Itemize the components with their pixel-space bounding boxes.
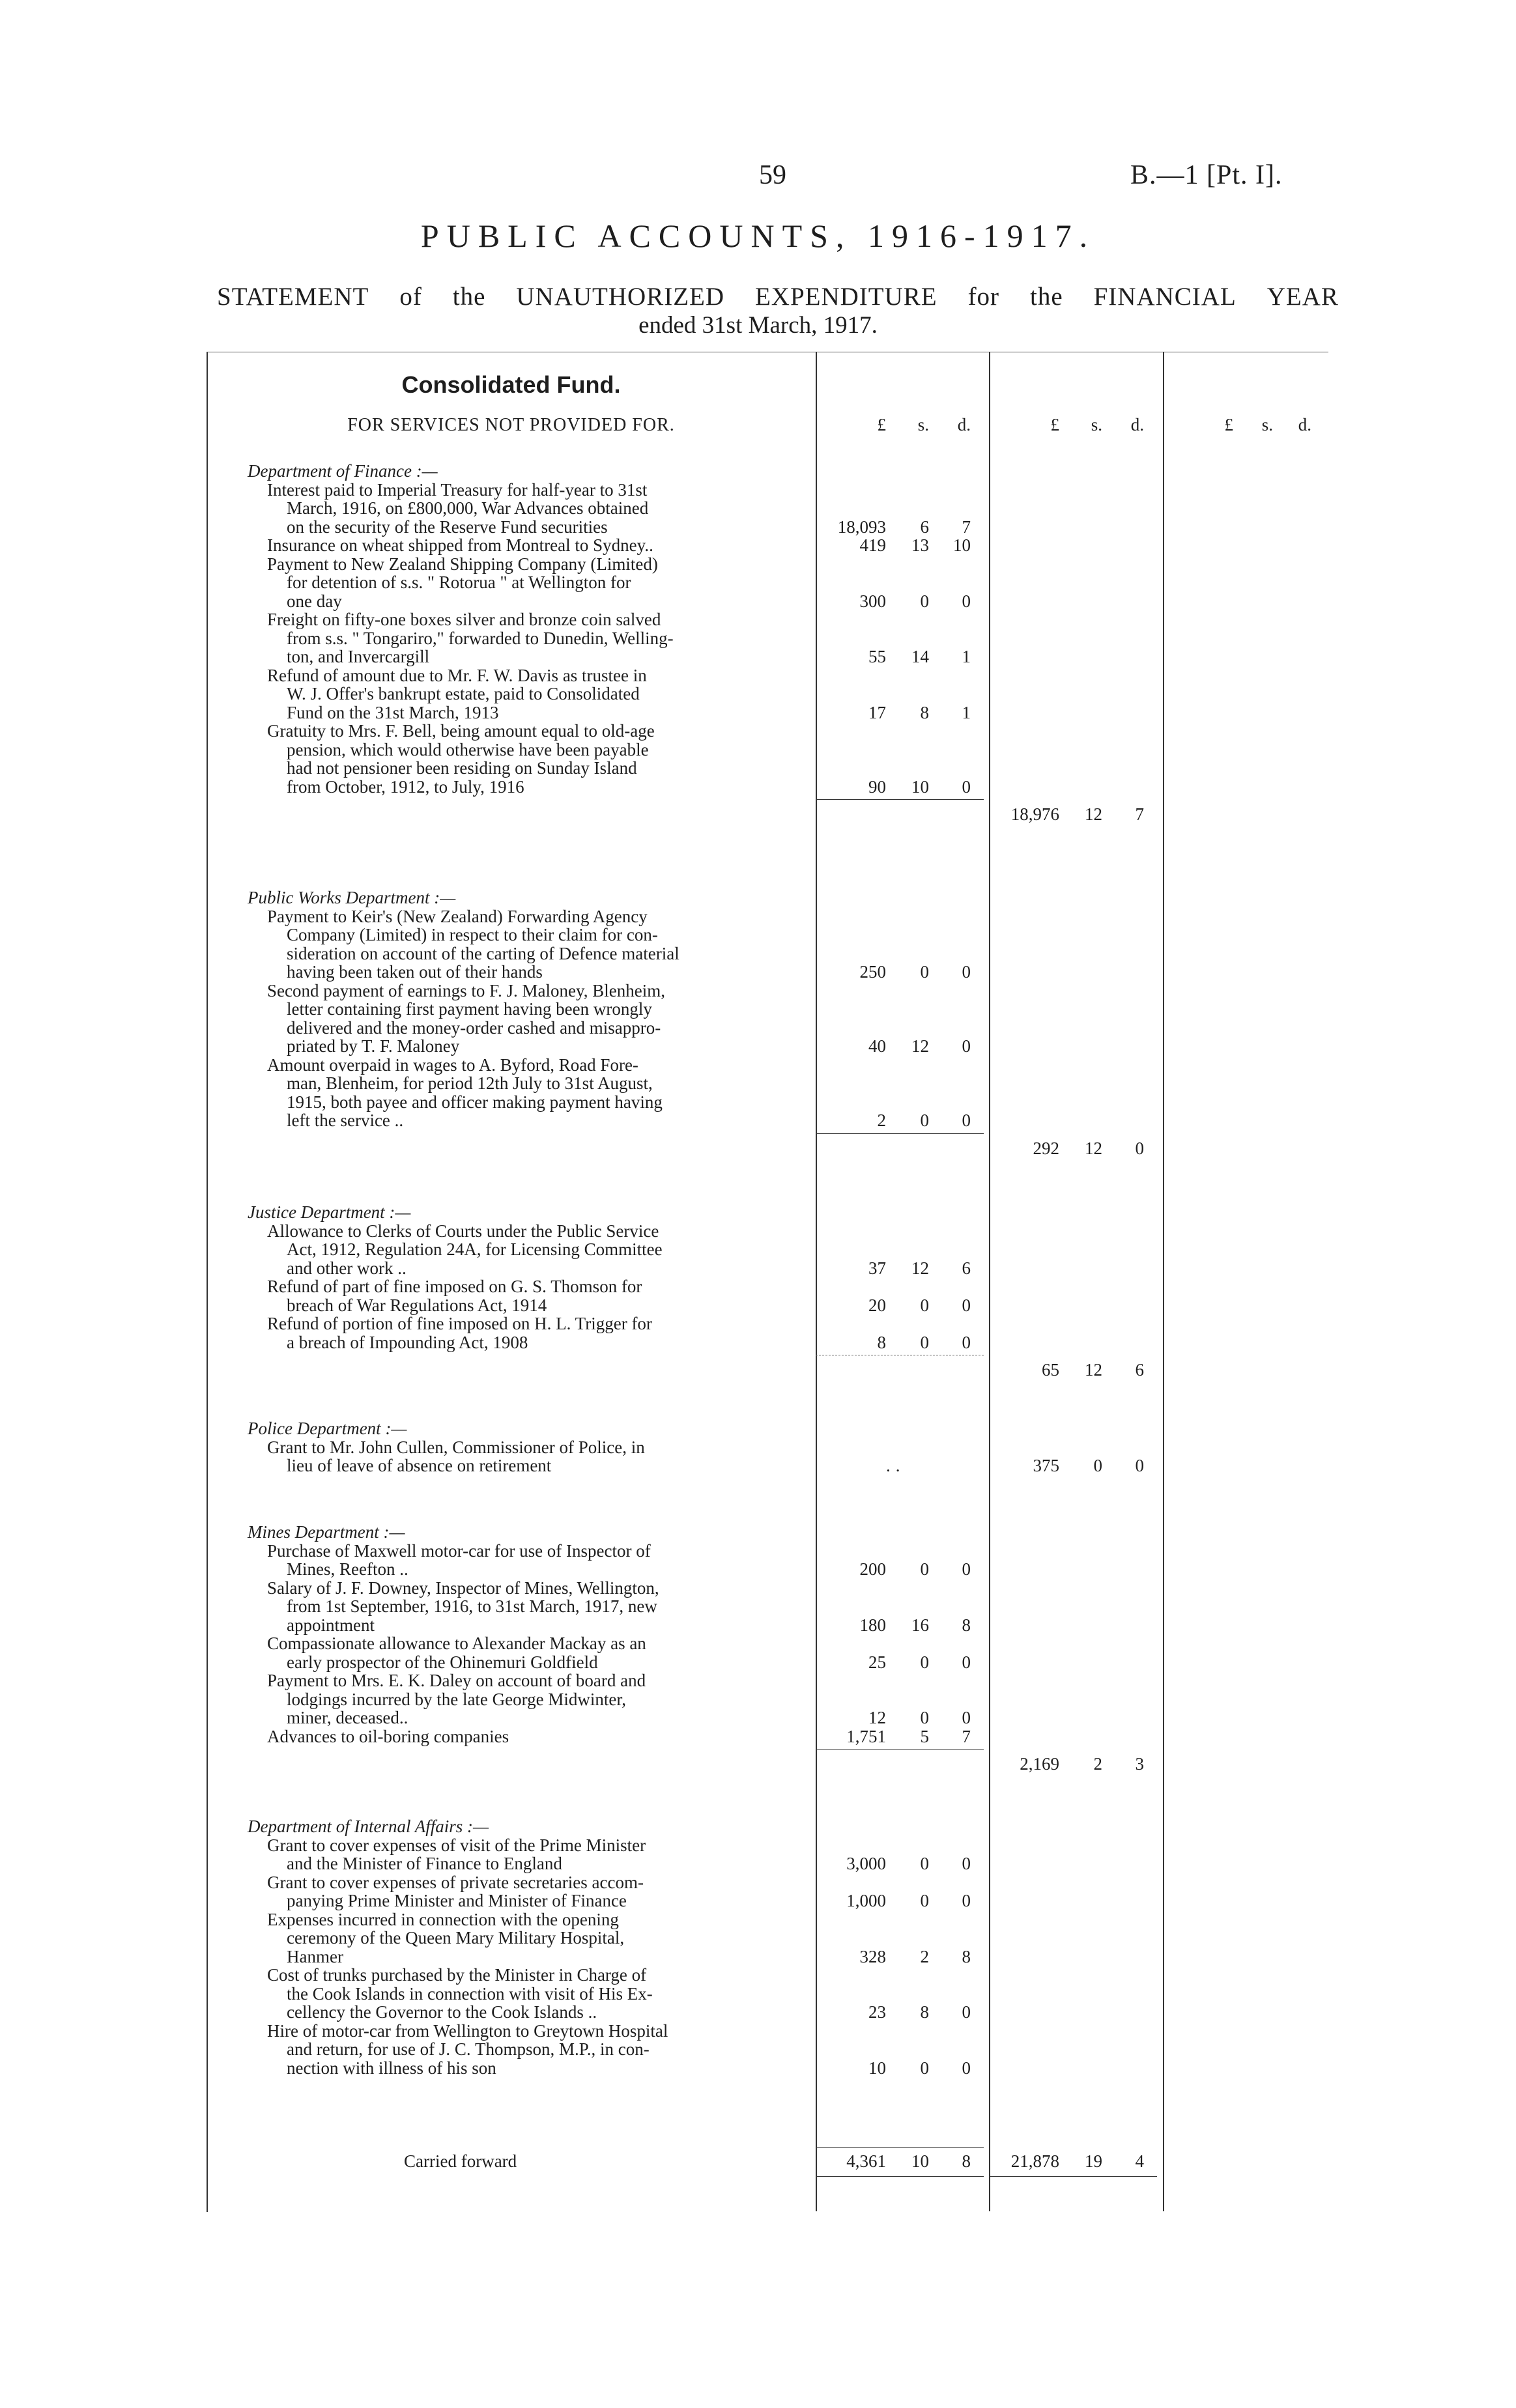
pounds-value: 3,000 [846,1854,886,1873]
item-description: Refund of portion of fine imposed on H. L. Trigger for [267,1314,652,1333]
pounds-value: 250 [859,962,886,982]
item-description: man, Blenheim, for period 12th July to 31st August, [287,1073,653,1093]
item-description: Act, 1912, Regulation 24A, for Licensing Committee [287,1239,663,1259]
column-header-unit: s. [917,415,929,434]
total-rule [816,1133,984,1134]
item-description: lodgings incurred by the late George Midwinter, [287,1689,627,1709]
item-amount [827,1727,971,1747]
item-amount [827,1296,971,1316]
pounds-value: 10 [868,2058,886,2078]
column-divider [1163,352,1164,2211]
shillings-value: 0 [920,2058,929,2078]
item-description: March, 1916, on £800,000, War Advances obtained [287,498,649,518]
pounds-value: 200 [859,1559,886,1579]
item-description: from October, 1912, to July, 1916 [287,776,524,797]
item-description: Expenses incurred in connection with the opening [267,1909,619,1929]
item-description: Payment to New Zealand Shipping Company (Limited) [267,554,658,574]
item-description: Cost of trunks purchased by the Minister in Charge of [267,1965,647,1985]
pence-value: 0 [962,591,971,611]
item-amount [827,591,971,612]
pence-value: 0 [1135,1456,1144,1475]
item-description: Hanmer [287,1946,343,1966]
pence-value: 0 [962,1854,971,1873]
subtitle-word: for [967,283,1000,311]
pounds-value: 419 [859,535,886,555]
item-description: pension, which would otherwise have been payable [287,739,649,759]
pounds-value: 90 [868,776,886,797]
column-header-unit: d. [1130,415,1144,434]
item-description: W. J. Offer's bankrupt estate, paid to Consolidated [287,684,640,703]
pounds-value: 21,878 [1010,2151,1059,2171]
pounds-value: 25 [868,1652,886,1672]
item-description: Grant to cover expenses of private secretaries accom- [267,1872,644,1892]
department-heading: Public Works Department :— [248,888,456,907]
item-description: Compassionate allowance to Alexander Mackay as an [267,1634,646,1653]
shillings-value: 16 [911,1615,929,1635]
shillings-value: 2 [920,1946,929,1966]
statement-subtitle-date: ended 31st March, 1917. [638,312,878,339]
department-heading: Department of Internal Affairs :— [248,1817,489,1836]
item-description: sideration on account of the carting of Defence material [287,943,679,963]
pence-value: 8 [962,2151,971,2171]
pence-value: 1 [962,647,971,666]
item-description: from s.s. " Tongariro," forwarded to Dunedin, Welling- [287,628,674,648]
item-amount [827,2058,971,2078]
total-rule [816,2147,984,2148]
item-description: Allowance to Clerks of Courts under the Public Service [267,1221,659,1241]
pence-value: 0 [962,1111,971,1130]
item-amount [827,1111,971,1131]
pounds-value: 300 [859,591,886,611]
pence-value: 0 [962,1332,971,1352]
pounds-value: 23 [868,2002,886,2022]
item-description: delivered and the money-order cashed and misappro- [287,1017,661,1038]
item-description: Salary of J. F. Downey, Inspector of Mines, Wellington, [267,1578,659,1598]
shillings-value: 13 [911,535,929,555]
subtitle-word: of [399,283,422,311]
pounds-value: 4,361 [846,2151,886,2171]
item-description: Second payment of earnings to F. J. Maloney, Blenheim, [267,980,665,1000]
department-heading: Department of Finance :— [248,461,438,481]
carried-forward-total [1001,2151,1144,2172]
item-amount [827,703,971,723]
item-description: Company (Limited) in respect to their claim for con- [287,925,658,944]
pounds-value: 328 [859,1946,886,1966]
item-description: having been taken out of their hands [287,962,543,982]
pence-value: 6 [962,1258,971,1278]
shillings-value: 6 [920,517,929,537]
shillings-value: 0 [920,1332,929,1352]
shillings-value: 5 [920,1726,929,1746]
pence-value: 8 [962,1615,971,1635]
pence-value: 0 [962,776,971,797]
shillings-value: 8 [920,2002,929,2022]
pence-value: 6 [1135,1360,1144,1380]
pounds-value: 2 [877,1111,886,1130]
section-total [1001,1139,1144,1159]
shillings-value: 12 [911,1258,929,1278]
column-header [1175,415,1311,435]
item-description: panying Prime Minister and Minister of Finance [287,1891,627,1910]
services-heading: FOR SERVICES NOT PROVIDED FOR. [347,415,675,435]
total-rule [989,2176,1157,2177]
item-amount [827,1615,971,1636]
shillings-value: 0 [920,1854,929,1873]
item-description: Fund on the 31st March, 1913 [287,702,499,722]
shillings-value: 0 [920,1708,929,1727]
item-description: Grant to cover expenses of visit of the Prime Minister [267,1835,646,1855]
pounds-value: 375 [1033,1456,1059,1475]
item-description: Amount overpaid in wages to A. Byford, Road Fore- [267,1055,638,1075]
pence-value: 7 [962,517,971,537]
pounds-value: 2,169 [1020,1754,1059,1774]
section-total [1001,1754,1144,1774]
item-description: left the service .. [287,1111,404,1130]
subtitle-word: the [1030,283,1063,311]
shillings-value: 12 [1085,1360,1102,1380]
pounds-value: 18,976 [1010,804,1059,824]
column-divider [816,352,817,2211]
shillings-value: 0 [1093,1456,1102,1475]
subtitle-word: EXPENDITURE [754,283,937,311]
item-amount-placeholder: .. [886,1456,906,1475]
pounds-value: 18,093 [837,517,886,537]
shillings-value: 0 [920,962,929,982]
column-header [827,415,971,435]
pounds-value: 37 [868,1258,886,1278]
item-amount [827,962,971,982]
item-description: Payment to Mrs. E. K. Daley on account of board and [267,1671,646,1690]
item-description: from 1st September, 1916, to 31st March, 1917, new [287,1596,657,1616]
item-amount [827,1891,971,1911]
column-header [1001,415,1144,435]
item-description: for detention of s.s. " Rotorua " at Wellington for [287,573,631,592]
pounds-value: 180 [859,1615,886,1635]
pence-value: 7 [962,1726,971,1746]
item-description: cellency the Governor to the Cook Islands .. [287,2002,597,2022]
shillings-value: 0 [920,1652,929,1672]
carried-forward-label: Carried forward [404,2151,517,2171]
item-description: letter containing first payment having been wrongly [287,999,652,1019]
item-amount [827,777,971,797]
item-description: Mines, Reefton .. [287,1559,408,1579]
shillings-value: 12 [911,1036,929,1056]
pounds-value: 1,751 [846,1726,886,1746]
item-description: 1915, both payee and officer making payment having [287,1092,663,1112]
item-description: Gratuity to Mrs. F. Bell, being amount equal to old-age [267,721,655,741]
section-total [1001,1360,1144,1380]
pounds-value: 55 [868,647,886,666]
item-description: Hire of motor-car from Wellington to Greytown Hospital [267,2020,668,2041]
pence-value: 8 [962,1946,971,1966]
item-description: on the security of the Reserve Fund securities [287,517,608,537]
pounds-value: 292 [1033,1138,1059,1158]
column-header-unit: s. [1091,415,1102,434]
carried-forward-subtotal [827,2151,971,2172]
pence-value: 0 [962,1708,971,1727]
statement-subtitle [217,282,1339,311]
shillings-value: 2 [1093,1754,1102,1774]
item-description: Refund of amount due to Mr. F. W. Davis as trustee in [267,665,647,685]
item-amount [827,1854,971,1874]
pounds-value: 17 [868,702,886,722]
item-description: lieu of leave of absence on retirement [287,1456,552,1475]
pounds-value: 8 [877,1332,886,1352]
item-description: miner, deceased.. [287,1708,408,1727]
page-number: 59 [759,160,786,190]
pence-value: 0 [962,1891,971,1910]
item-amount [827,517,971,537]
shillings-value: 19 [1085,2151,1102,2171]
pence-value: 7 [1135,804,1144,824]
pounds-value: 12 [868,1708,886,1727]
item-description: appointment [287,1615,375,1635]
shillings-value: 0 [920,1559,929,1579]
subtitle-word: STATEMENT [217,283,369,311]
item-amount [827,2002,971,2022]
shillings-value: 0 [920,1295,929,1315]
shillings-value: 0 [920,1891,929,1910]
pounds-value: 65 [1042,1360,1059,1380]
item-description: one day [287,591,342,611]
item-description: and the Minister of Finance to England [287,1854,562,1873]
item-description: a breach of Impounding Act, 1908 [287,1332,528,1352]
pence-value: 10 [953,535,971,555]
pence-value: 4 [1135,2151,1144,2171]
item-description: ton, and Invercargill [287,647,430,666]
subtitle-word: the [452,283,486,311]
item-description: and return, for use of J. C. Thompson, M.P., in con- [287,2039,650,2059]
column-header-unit: £ [877,415,886,434]
department-heading: Mines Department :— [248,1522,405,1542]
document-reference: B.—1 [Pt. I]. [1130,160,1283,190]
pence-value: 0 [962,1036,971,1056]
item-amount [827,1333,971,1353]
shillings-value: 10 [911,776,929,797]
column-header-unit: d. [1298,415,1311,434]
total-rule [816,2176,984,2177]
item-description: Grant to Mr. John Cullen, Commissioner of Police, in [267,1437,645,1457]
item-description: breach of War Regulations Act, 1914 [287,1295,547,1315]
item-amount [827,1652,971,1673]
item-amount [827,647,971,667]
item-description: Interest paid to Imperial Treasury for half-year to 31st [267,479,648,500]
item-amount [827,1947,971,1967]
pence-value: 3 [1135,1754,1144,1774]
pence-value: 0 [962,1652,971,1672]
pence-value: 0 [962,2058,971,2078]
column-divider [989,352,990,2211]
pence-value: 0 [962,2002,971,2022]
shillings-value: 10 [911,2151,929,2171]
item-description: Purchase of Maxwell motor-car for use of Inspector of [267,1540,651,1561]
total-rule [816,799,984,800]
item-description: Freight on fifty-one boxes silver and bronze coin salved [267,610,661,629]
shillings-value: 12 [1085,1138,1102,1158]
pence-value: 0 [962,962,971,982]
department-heading: Police Department :— [248,1419,407,1438]
item-description: Insurance on wheat shipped from Montreal to Sydney.. [267,535,653,555]
pounds-value: 40 [868,1036,886,1056]
section-total [1001,1456,1144,1476]
item-description: early prospector of the Ohinemuri Goldfield [287,1652,598,1672]
item-description: priated by T. F. Maloney [287,1036,460,1056]
pence-value: 0 [962,1559,971,1579]
subtitle-word: YEAR [1266,283,1339,311]
fund-title: Consolidated Fund. [401,371,621,398]
item-description: Advances to oil-boring companies [267,1726,509,1746]
page-title: PUBLIC ACCOUNTS, 1916-1917. [420,218,1096,254]
shillings-value: 0 [920,591,929,611]
section-total [1001,804,1144,825]
item-description: the Cook Islands in connection with visit of His Ex- [287,1983,653,2004]
item-amount [827,535,971,556]
shillings-value: 8 [920,702,929,722]
pounds-value: 1,000 [846,1891,886,1910]
item-amount [827,1708,971,1728]
shillings-value: 14 [911,647,929,666]
pence-value: 0 [1135,1138,1144,1158]
column-header-unit: d. [957,415,971,434]
item-amount [827,1258,971,1279]
item-description: and other work .. [287,1258,407,1278]
subtitle-word: FINANCIAL [1093,283,1237,311]
pounds-value: 20 [868,1295,886,1315]
shillings-value: 12 [1085,804,1102,824]
column-header-unit: £ [1050,415,1059,434]
item-description: nection with illness of his son [287,2058,496,2078]
item-amount [827,1036,971,1056]
pence-value: 1 [962,702,971,722]
column-header-unit: s. [1261,415,1273,434]
subtitle-word: UNAUTHORIZED [516,283,725,311]
item-description: Payment to Keir's (New Zealand) Forwarding Agency [267,906,648,926]
item-description: ceremony of the Queen Mary Military Hospital, [287,1928,625,1948]
shillings-value: 0 [920,1111,929,1130]
item-description: had not pensioner been residing on Sunday Island [287,758,637,778]
column-header-unit: £ [1224,415,1233,434]
pence-value: 0 [962,1295,971,1315]
department-heading: Justice Department :— [248,1202,411,1222]
item-description: Refund of part of fine imposed on G. S. Thomson for [267,1277,642,1296]
item-amount [827,1559,971,1579]
